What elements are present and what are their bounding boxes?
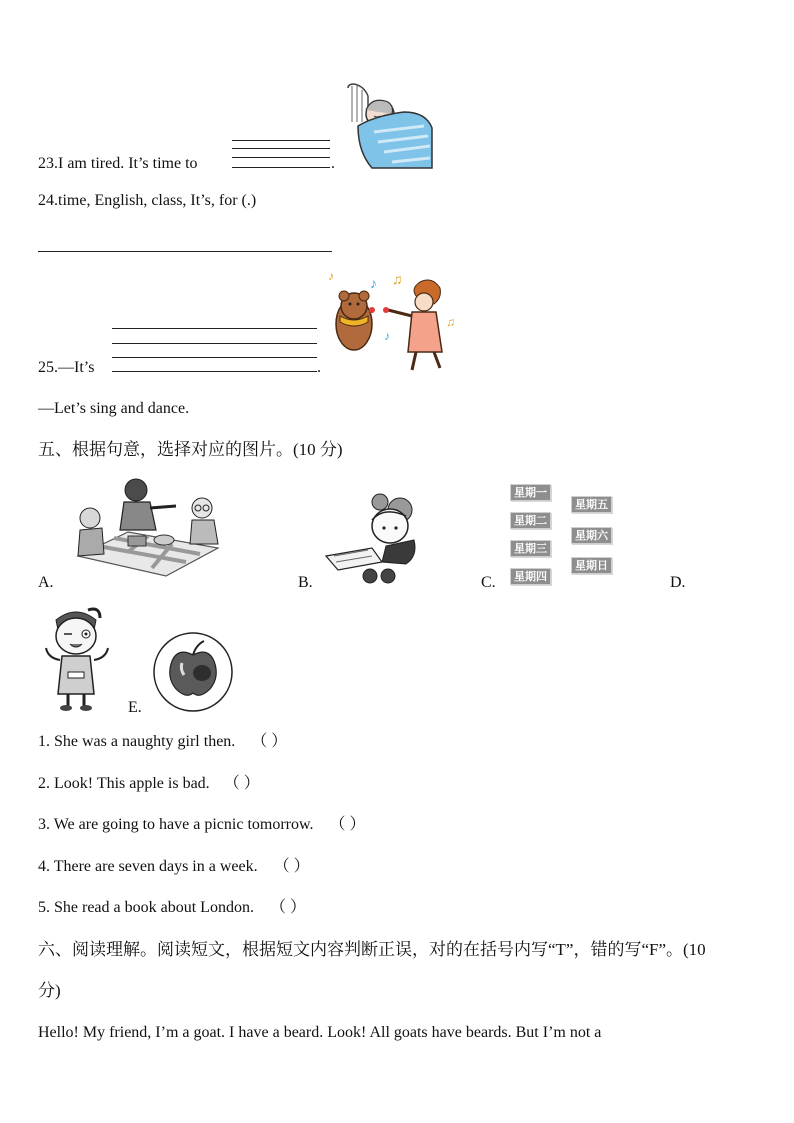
weekday-label: 星期二 (510, 512, 551, 529)
naughty-girl-icon (38, 602, 116, 712)
option-c-label: C. (481, 574, 496, 591)
answer-parentheses[interactable]: （ ） (329, 816, 366, 833)
singing-bear-girl-icon (324, 270, 458, 374)
q25-answer-line-3[interactable] (112, 357, 317, 358)
section6-heading-line2: 分) (38, 981, 61, 1000)
weekday-label: 星期一 (510, 484, 551, 501)
weekday-label: 星期六 (571, 527, 612, 544)
answer-parentheses[interactable]: （ ） (269, 899, 306, 916)
sleeping-child-icon (344, 82, 434, 170)
reading-girl-icon (322, 490, 428, 586)
item-text: 2. Look! This apple is bad. (38, 775, 210, 792)
section5-item-1 (38, 732, 287, 752)
section5-item-4 (38, 857, 310, 877)
q24-answer-line[interactable] (38, 251, 332, 252)
weekday-label: 星期四 (510, 568, 551, 585)
svg-text:♫: ♫ (446, 315, 455, 329)
svg-text:♪: ♪ (328, 269, 334, 283)
q25-reply: —Let’s sing and dance. (38, 400, 190, 417)
option-d-label: D. (670, 574, 686, 591)
answer-parentheses[interactable]: （ ） (223, 775, 260, 792)
section6-passage-line1: Hello! My friend, I’m a goat. I have a beard. Look! All goats have beards. But I’m not a (38, 1024, 602, 1041)
section5-item-3 (38, 815, 366, 835)
svg-text:♫: ♫ (392, 273, 403, 288)
option-b-label: B. (298, 574, 313, 591)
q23-text: 23.I am tired. It’s time to (38, 155, 198, 172)
q23-answer-line-1[interactable] (232, 140, 330, 141)
q24-text: 24.time, English, class, It’s, for (.) (38, 192, 257, 209)
section5-item-2 (38, 774, 260, 794)
option-a-label: A. (38, 574, 54, 591)
q25-prefix: 25.—It’s (38, 359, 95, 376)
svg-text:♪: ♪ (384, 329, 390, 343)
q25-answer-line-2[interactable] (112, 343, 317, 344)
q23-answer-line-2[interactable] (232, 148, 330, 149)
item-text: 1. She was a naughty girl then. (38, 733, 236, 750)
bad-apple-icon (152, 631, 234, 713)
answer-parentheses[interactable]: （ ） (251, 733, 288, 750)
answer-parentheses[interactable]: （ ） (273, 858, 310, 875)
q25-answer-line-1[interactable] (112, 328, 317, 329)
q25-answer-line-4[interactable] (112, 371, 317, 372)
weekday-label: 星期五 (571, 496, 612, 513)
section6-heading-line1: 六、阅读理解。阅读短文，根据短文内容判断正误，对的在括号内写“T”，错的写“F”。(10 (38, 940, 706, 959)
svg-text:♪: ♪ (370, 277, 377, 292)
section5-item-5 (38, 898, 306, 918)
q23-period: . (331, 155, 335, 172)
weekday-label: 星期三 (510, 540, 551, 557)
weekday-label: 星期日 (571, 557, 612, 574)
q23-answer-line-3[interactable] (232, 157, 330, 158)
q25-period: . (317, 359, 321, 376)
q23-answer-line-4[interactable] (232, 167, 330, 168)
section5-heading: 五、根据句意，选择对应的图片。(10 分) (38, 440, 343, 459)
option-e-label: E. (128, 699, 142, 716)
item-text: 5. She read a book about London. (38, 899, 254, 916)
item-text: 4. There are seven days in a week. (38, 858, 258, 875)
picnic-icon (68, 474, 226, 578)
item-text: 3. We are going to have a picnic tomorrow. (38, 816, 314, 833)
